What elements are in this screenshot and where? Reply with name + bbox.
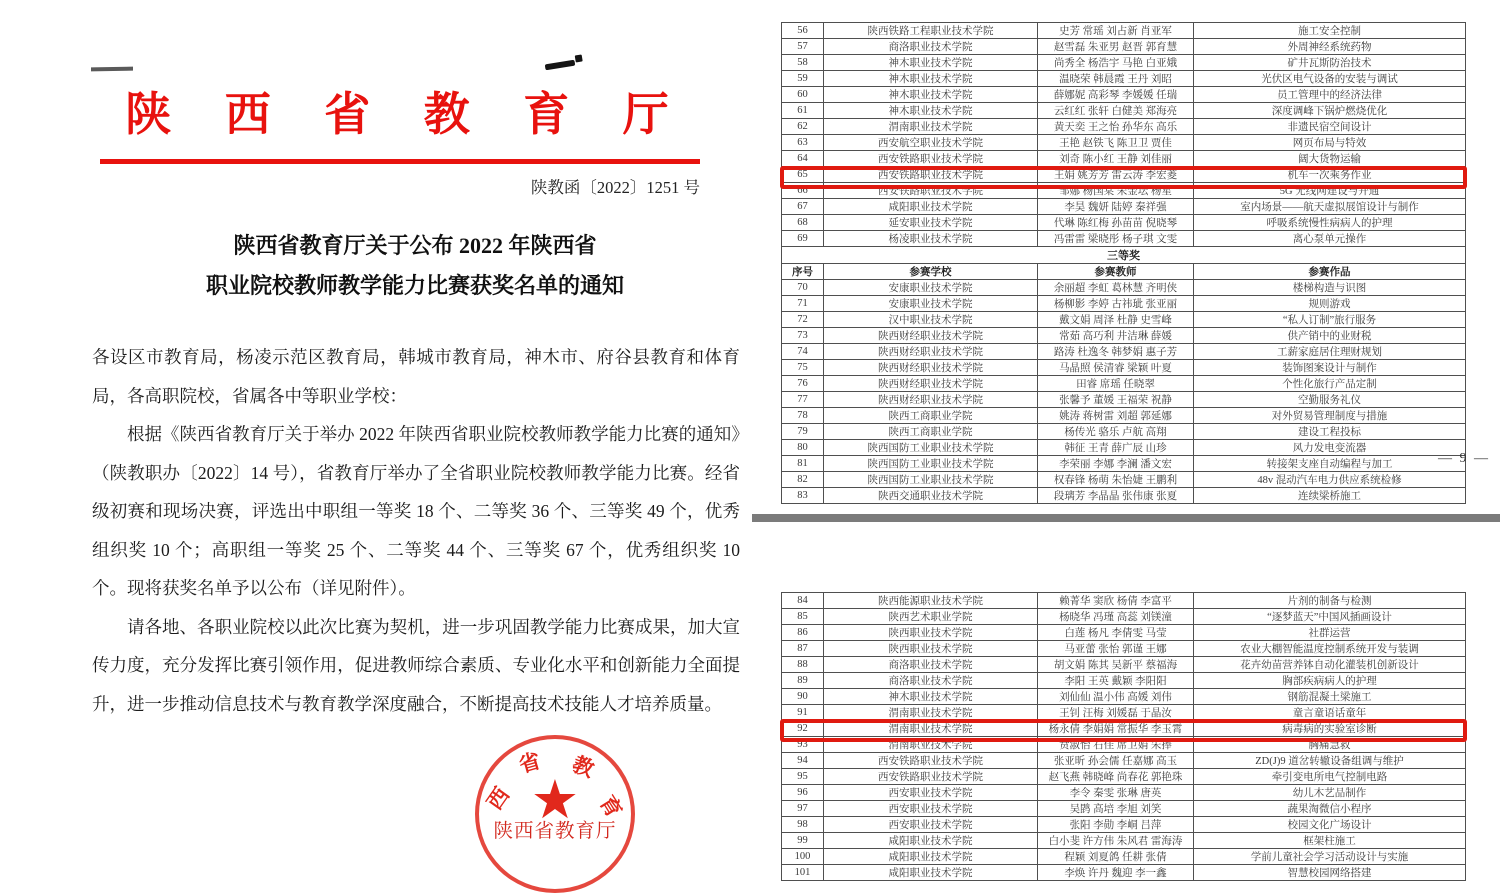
school-cell: 西安铁路职业技术学院 — [824, 183, 1038, 199]
work-cell: 外周神经系统药物 — [1194, 39, 1466, 55]
table-row — [782, 39, 1466, 55]
work-cell: 片剂的制备与检测 — [1194, 593, 1466, 609]
table-row — [782, 865, 1466, 881]
school-cell: 神木职业技术学院 — [824, 689, 1038, 705]
table-row — [782, 440, 1466, 456]
school-cell: 西安职业技术学院 — [824, 817, 1038, 833]
row-number-cell: 79 — [782, 424, 824, 440]
table-row — [782, 609, 1466, 625]
school-cell: 西安铁路职业技术学院 — [824, 151, 1038, 167]
row-number-cell: 61 — [782, 103, 824, 119]
column-header-seq: 序号 — [782, 264, 824, 280]
school-cell: 陕西职业技术学院 — [824, 625, 1038, 641]
table-row — [782, 488, 1466, 504]
teachers-cell: 云红红 张轩 白健美 郑海亮 — [1038, 103, 1194, 119]
work-cell: 对外贸易管理制度与措施 — [1194, 408, 1466, 424]
school-cell: 陕西铁路工程职业技术学院 — [824, 23, 1038, 39]
school-cell: 渭南职业技术学院 — [824, 705, 1038, 721]
row-number-cell: 82 — [782, 472, 824, 488]
row-number-cell: 59 — [782, 71, 824, 87]
work-cell: 框架柱施工 — [1194, 833, 1466, 849]
work-cell: 员工管理中的经济法律 — [1194, 87, 1466, 103]
teachers-cell: 冯雷雷 梁晓彤 杨子琪 文雯 — [1038, 231, 1194, 247]
column-header-row — [782, 264, 1466, 280]
row-number-cell: 93 — [782, 737, 824, 753]
row-number-cell: 62 — [782, 119, 824, 135]
teachers-cell: 张阳 李勋 李峒 吕萍 — [1038, 817, 1194, 833]
document-body — [92, 338, 740, 723]
row-number-cell: 86 — [782, 625, 824, 641]
row-number-cell: 70 — [782, 280, 824, 296]
official-document-page — [85, 0, 745, 843]
row-number-cell: 90 — [782, 689, 824, 705]
work-cell: 个性化旅行产品定制 — [1194, 376, 1466, 392]
teachers-cell: 代琳 陈红梅 孙苗苗 倪晓琴 — [1038, 215, 1194, 231]
work-cell: 农业大棚智能温度控制系统开发与装调 — [1194, 641, 1466, 657]
teachers-cell: 白莲 杨凡 李倩雯 马莹 — [1038, 625, 1194, 641]
school-cell: 陕西国防工业职业技术学院 — [824, 472, 1038, 488]
school-cell: 陕西工商职业学院 — [824, 408, 1038, 424]
column-header-work: 参赛作品 — [1194, 264, 1466, 280]
teachers-cell: 李荣丽 李娜 李澜 潘文宏 — [1038, 456, 1194, 472]
row-number-cell: 80 — [782, 440, 824, 456]
school-cell: 陕西财经职业技术学院 — [824, 344, 1038, 360]
scan-corner-dash — [91, 67, 133, 71]
work-cell: 花卉幼苗营养钵自动化灌装机创新设计 — [1194, 657, 1466, 673]
row-number-cell: 58 — [782, 55, 824, 71]
teachers-cell: 黄天奕 王之怡 孙华东 高乐 — [1038, 119, 1194, 135]
teachers-cell: 白小斐 许方伟 朱风君 雷海涛 — [1038, 833, 1194, 849]
table-row — [782, 231, 1466, 247]
document-title-line1: 陕西省教育厅关于公布 2022 年陕西省 — [233, 233, 597, 258]
body-paragraph-2: 请各地、各职业院校以此次比赛为契机，进一步巩固教学能力比赛成果，加大宣传力度，充分发挥比赛引领作用，促进教师综合素质、专业化水平和创新能力全面提升，进一步推动信息技术与教育教学深度融合，不断提高技术技能人才培养质量。 — [92, 616, 740, 714]
school-cell: 商洛职业技术学院 — [824, 673, 1038, 689]
official-seal — [475, 735, 635, 893]
work-cell: “私人订制”旅行服务 — [1194, 312, 1466, 328]
seal-arc-char: 教 — [568, 751, 598, 782]
school-cell: 西安铁路职业技术学院 — [824, 753, 1038, 769]
teachers-cell: 赵雪磊 朱亚男 赵晋 郭育慧 — [1038, 39, 1194, 55]
row-number-cell: 64 — [782, 151, 824, 167]
table-row — [782, 344, 1466, 360]
teachers-cell: 余丽超 李虹 葛林慧 齐明侠 — [1038, 280, 1194, 296]
teachers-cell: 杨晓华 冯瑾 高蕊 刘镁潼 — [1038, 609, 1194, 625]
school-cell: 咸阳职业技术学院 — [824, 199, 1038, 215]
table-row — [782, 801, 1466, 817]
teachers-cell: 程颖 刘夏鸽 任耕 张倩 — [1038, 849, 1194, 865]
row-number-cell: 98 — [782, 817, 824, 833]
row-number-cell: 91 — [782, 705, 824, 721]
table-row — [782, 472, 1466, 488]
row-number-cell: 68 — [782, 215, 824, 231]
award-list-pages — [756, 0, 1500, 879]
row-number-cell: 74 — [782, 344, 824, 360]
seal-name-text: 陕西省教育厅 — [493, 821, 617, 842]
row-number-cell: 85 — [782, 609, 824, 625]
work-cell: 空勤服务礼仪 — [1194, 392, 1466, 408]
work-cell: 离心泵单元操作 — [1194, 231, 1466, 247]
school-cell: 神木职业技术学院 — [824, 71, 1038, 87]
teachers-cell: 段璃芳 李晶晶 张伟康 张夏 — [1038, 488, 1194, 504]
work-cell: 童言童语话童年 — [1194, 705, 1466, 721]
school-cell: 西安铁路职业技术学院 — [824, 167, 1038, 183]
row-number-cell: 83 — [782, 488, 824, 504]
work-cell: 呼吸系统慢性病病人的护理 — [1194, 215, 1466, 231]
school-cell: 安康职业技术学院 — [824, 280, 1038, 296]
table-row — [782, 328, 1466, 344]
school-cell: 陕西国防工业职业技术学院 — [824, 440, 1038, 456]
teachers-cell: 贲淑怡 石佳 席卫娟 朱捧 — [1038, 737, 1194, 753]
teachers-cell: 吴鹍 高培 李旭 刘笑 — [1038, 801, 1194, 817]
seal-arc-char: 西 — [482, 783, 515, 815]
work-cell: 牵引变电所电气控制电路 — [1194, 769, 1466, 785]
school-cell: 陕西财经职业技术学院 — [824, 376, 1038, 392]
table-row — [782, 71, 1466, 87]
work-cell: 楼梯构造与识图 — [1194, 280, 1466, 296]
school-cell: 咸阳职业技术学院 — [824, 849, 1038, 865]
teachers-cell: 胡文娟 陈其 吴新平 蔡福海 — [1038, 657, 1194, 673]
row-number-cell: 81 — [782, 456, 824, 472]
table-row — [782, 392, 1466, 408]
row-number-cell: 56 — [782, 23, 824, 39]
row-number-cell: 63 — [782, 135, 824, 151]
table-row — [782, 55, 1466, 71]
work-cell: 48v 混动汽车电力供应系统检修 — [1194, 472, 1466, 488]
seal-arc-char: 省 — [516, 748, 544, 778]
row-number-cell: 96 — [782, 785, 824, 801]
work-cell: 幼儿木艺品制作 — [1194, 785, 1466, 801]
teachers-cell: 杨柳影 李婷 古祎玼 张亚丽 — [1038, 296, 1194, 312]
school-cell: 陕西国防工业职业技术学院 — [824, 456, 1038, 472]
table-row — [782, 625, 1466, 641]
table-row — [782, 280, 1466, 296]
third-prize-rows — [782, 280, 1466, 504]
school-cell: 神木职业技术学院 — [824, 55, 1038, 71]
school-cell: 陕西财经职业技术学院 — [824, 392, 1038, 408]
work-cell: 装饰图案设计与制作 — [1194, 360, 1466, 376]
school-cell: 商洛职业技术学院 — [824, 39, 1038, 55]
row-number-cell: 92 — [782, 721, 824, 737]
row-number-cell: 97 — [782, 801, 824, 817]
teachers-cell: 薛娜妮 高彩琴 李媛媛 任瑞 — [1038, 87, 1194, 103]
column-header-teachers: 参赛教师 — [1038, 264, 1194, 280]
teachers-cell: 杨永倩 李娟娟 常振华 李玉霄 — [1038, 721, 1194, 737]
table-row — [782, 408, 1466, 424]
table-row — [782, 103, 1466, 119]
table-row — [782, 657, 1466, 673]
table-row — [782, 593, 1466, 609]
page-number: — 9 — — [1438, 451, 1490, 466]
row-number-cell: 87 — [782, 641, 824, 657]
table-row — [782, 753, 1466, 769]
teachers-cell: 杨传光 骆乐 卢航 高翔 — [1038, 424, 1194, 440]
second-prize-rows — [782, 23, 1466, 247]
teachers-cell: 王娟 姚芳芳 雷云涛 李宏菱 — [1038, 167, 1194, 183]
table-row — [782, 456, 1466, 472]
teachers-cell: 姚涛 蒋树雷 刘超 郭延娜 — [1038, 408, 1194, 424]
column-header-school: 参赛学校 — [824, 264, 1038, 280]
work-cell: 室内场景——航天虚拟展馆设计与制作 — [1194, 199, 1466, 215]
document-title-line2: 职业院校教师教学能力比赛获奖名单的通知 — [205, 273, 624, 298]
table-row — [782, 296, 1466, 312]
table-row — [782, 689, 1466, 705]
school-cell: 神木职业技术学院 — [824, 103, 1038, 119]
table-row — [782, 87, 1466, 103]
work-cell: 智慧校园网络搭建 — [1194, 865, 1466, 881]
row-number-cell: 75 — [782, 360, 824, 376]
table-row — [782, 785, 1466, 801]
school-cell: 神木职业技术学院 — [824, 87, 1038, 103]
row-number-cell: 95 — [782, 769, 824, 785]
work-cell: 病毒病的实验室诊断 — [1194, 721, 1466, 737]
table-row — [782, 833, 1466, 849]
work-cell: 光伏区电气设备的安装与调试 — [1194, 71, 1466, 87]
work-cell: 连续梁桥施工 — [1194, 488, 1466, 504]
table-row — [782, 23, 1466, 39]
school-cell: 渭南职业技术学院 — [824, 119, 1038, 135]
school-cell: 西安航空职业技术学院 — [824, 135, 1038, 151]
school-cell: 咸阳职业技术学院 — [824, 865, 1038, 881]
teachers-cell: 马亚蕾 张怡 郭谨 王娜 — [1038, 641, 1194, 657]
work-cell: 校园文化广场设计 — [1194, 817, 1466, 833]
row-number-cell: 67 — [782, 199, 824, 215]
table-row — [782, 376, 1466, 392]
row-number-cell: 99 — [782, 833, 824, 849]
school-cell: 西安铁路职业技术学院 — [824, 769, 1038, 785]
row-number-cell: 94 — [782, 753, 824, 769]
body-paragraph-1: 根据《陕西省教育厅关于举办 2022 年陕西省职业院校教师教学能力比赛的通知》（陕教职办〔2022〕14 号），省教育厅举办了全省职业院校教师教学能力比赛。经省级初赛和现场决赛，评选出中职组一等奖 18 个、二等奖 36 个、三等奖 49 个，优秀组织奖 10 个；高职组一等奖 25 个、二等奖 44 个、三等奖 67 个，优秀组织奖 10 个。现将获奖名单予以公布（详见附件）。 — [92, 424, 740, 598]
work-cell: 转接架支座自动编程与加工 — [1194, 456, 1466, 472]
school-cell: 陕西财经职业技术学院 — [824, 360, 1038, 376]
school-cell: 咸阳职业技术学院 — [824, 833, 1038, 849]
row-number-cell: 78 — [782, 408, 824, 424]
table-row — [782, 849, 1466, 865]
work-cell: 胸部疾病病人的护理 — [1194, 673, 1466, 689]
table-row — [782, 135, 1466, 151]
table-row — [782, 424, 1466, 440]
table-row — [782, 312, 1466, 328]
agency-title: 陕 西 省 教 育 厅 — [125, 89, 675, 140]
row-number-cell: 100 — [782, 849, 824, 865]
work-cell: 5G 无线网建设与开通 — [1194, 183, 1466, 199]
work-cell: 矿井瓦斯防治技术 — [1194, 55, 1466, 71]
red-divider-rule — [100, 159, 700, 164]
row-number-cell: 65 — [782, 167, 824, 183]
teachers-cell: 马晶照 侯清睿 梁颖 叶夏 — [1038, 360, 1194, 376]
school-cell: 陕西财经职业技术学院 — [824, 328, 1038, 344]
section-title: 三等奖 — [782, 247, 1466, 264]
teachers-cell: 赖菁华 窦欣 杨倩 李富平 — [1038, 593, 1194, 609]
salutation-paragraph: 各设区市教育局，杨凌示范区教育局，韩城市教育局，神木市、府谷县教育和体育局，各高职院校，省属各中等职业学校： — [92, 347, 740, 406]
work-cell: 蔬果淘微信小程序 — [1194, 801, 1466, 817]
row-number-cell: 57 — [782, 39, 824, 55]
teachers-cell: 张亚昕 孙会儒 任嘉娜 高玉 — [1038, 753, 1194, 769]
teachers-cell: 李令 秦雯 张琳 唐英 — [1038, 785, 1194, 801]
teachers-cell: 路涛 杜逸冬 韩梦娟 惠子芳 — [1038, 344, 1194, 360]
row-number-cell: 72 — [782, 312, 824, 328]
teachers-cell: 韩征 王青 薛广辰 山珍 — [1038, 440, 1194, 456]
row-number-cell: 76 — [782, 376, 824, 392]
row-number-cell: 69 — [782, 231, 824, 247]
teachers-cell: 刘仙仙 温小伟 高媛 刘伟 — [1038, 689, 1194, 705]
teachers-cell: 张馨予 董媛 王福荣 祝静 — [1038, 392, 1194, 408]
section-header-row — [782, 247, 1466, 264]
teachers-cell: 田睿 席瑶 任晓翠 — [1038, 376, 1194, 392]
teachers-cell: 戴文娟 周泽 杜静 史雪峰 — [1038, 312, 1194, 328]
school-cell: 安康职业技术学院 — [824, 296, 1038, 312]
work-cell: 胸痛急救 — [1194, 737, 1466, 753]
row-number-cell: 77 — [782, 392, 824, 408]
work-cell: 工薪家庭居住理财规划 — [1194, 344, 1466, 360]
table-row — [782, 641, 1466, 657]
table-row — [782, 673, 1466, 689]
table-row — [782, 151, 1466, 167]
teachers-cell: 温晓荣 韩晨霞 王丹 刘昭 — [1038, 71, 1194, 87]
teachers-cell: 李昊 魏妍 陆婷 秦祥强 — [1038, 199, 1194, 215]
work-cell: 供产销中的业财税 — [1194, 328, 1466, 344]
row-number-cell: 88 — [782, 657, 824, 673]
teachers-cell: 赵飞燕 韩晓峰 尚春花 郭艳珠 — [1038, 769, 1194, 785]
school-cell: 西安职业技术学院 — [824, 801, 1038, 817]
school-cell: 渭南职业技术学院 — [824, 737, 1038, 753]
teachers-cell: 王艳 赵铁飞 陈卫卫 贾佳 — [1038, 135, 1194, 151]
school-cell: 陕西职业技术学院 — [824, 641, 1038, 657]
teachers-cell: 李焕 许丹 魏迎 李一鑫 — [1038, 865, 1194, 881]
teachers-cell: 刘奇 陈小红 王静 刘佳丽 — [1038, 151, 1194, 167]
work-cell: 深度调峰下锅炉燃烧优化 — [1194, 103, 1466, 119]
school-cell: 西安职业技术学院 — [824, 785, 1038, 801]
work-cell: 阔大货物运输 — [1194, 151, 1466, 167]
school-cell: 陕西交通职业技术学院 — [824, 488, 1038, 504]
table-row — [782, 769, 1466, 785]
school-cell: 渭南职业技术学院 — [824, 721, 1038, 737]
work-cell: ZD(J)9 道岔转辙设备组调与维护 — [1194, 753, 1466, 769]
row-number-cell: 101 — [782, 865, 824, 881]
table-row — [782, 199, 1466, 215]
highlight-box-row-94 — [780, 719, 1467, 742]
row-number-cell: 71 — [782, 296, 824, 312]
teachers-cell: 权春锋 杨萌 朱怡婕 王鹏利 — [1038, 472, 1194, 488]
school-cell: 商洛职业技术学院 — [824, 657, 1038, 673]
work-cell: 施工安全控制 — [1194, 23, 1466, 39]
work-cell: 网页布局与特效 — [1194, 135, 1466, 151]
seal-arc-char: 育 — [594, 791, 627, 822]
document-number: 陕教函〔2022〕1251 号 — [530, 178, 700, 197]
teachers-cell: 王钊 汪梅 刘媛磊 于晶汝 — [1038, 705, 1194, 721]
work-cell: 学前儿童社会学习活动设计与实施 — [1194, 849, 1466, 865]
row-number-cell: 66 — [782, 183, 824, 199]
row-number-cell: 89 — [782, 673, 824, 689]
work-cell: 规则游戏 — [1194, 296, 1466, 312]
work-cell: 社群运营 — [1194, 625, 1466, 641]
document-title — [85, 226, 745, 306]
school-cell: 杨凌职业技术学院 — [824, 231, 1038, 247]
row-number-cell: 60 — [782, 87, 824, 103]
work-cell: 风力发电变流器 — [1194, 440, 1466, 456]
school-cell: 汉中职业技术学院 — [824, 312, 1038, 328]
ink-mark — [545, 60, 576, 71]
school-cell: 陕西艺术职业学院 — [824, 609, 1038, 625]
teachers-cell: 史芳 常瑶 刘占新 肖亚军 — [1038, 23, 1194, 39]
teachers-cell: 尚秀全 杨浩宇 马艳 白亚娥 — [1038, 55, 1194, 71]
work-cell: 机车一次乘务作业 — [1194, 167, 1466, 183]
school-cell: 陕西工商职业学院 — [824, 424, 1038, 440]
teachers-cell: 李阳 王英 戴颖 李阳阳 — [1038, 673, 1194, 689]
table-row — [782, 817, 1466, 833]
highlight-box-row-66 — [780, 166, 1467, 189]
work-cell: 建设工程投标 — [1194, 424, 1466, 440]
seal-star-icon: ★ — [530, 770, 580, 830]
school-cell: 陕西能源职业技术学院 — [824, 593, 1038, 609]
awards-table-page-9 — [781, 22, 1466, 504]
work-cell: 钢筋混凝土梁施工 — [1194, 689, 1466, 705]
page-divider-bar — [752, 514, 1500, 522]
row-number-cell: 73 — [782, 328, 824, 344]
table-row — [782, 119, 1466, 135]
teachers-cell: 邹娜 杨国棠 朱金坛 杨星 — [1038, 183, 1194, 199]
work-cell: 非遗民宿空间设计 — [1194, 119, 1466, 135]
table-row — [782, 360, 1466, 376]
row-number-cell: 84 — [782, 593, 824, 609]
table-row — [782, 215, 1466, 231]
teachers-cell: 常茹 高巧利 井洁琳 薛媛 — [1038, 328, 1194, 344]
school-cell: 延安职业技术学院 — [824, 215, 1038, 231]
work-cell: “逐梦蓝天”中国风插画设计 — [1194, 609, 1466, 625]
